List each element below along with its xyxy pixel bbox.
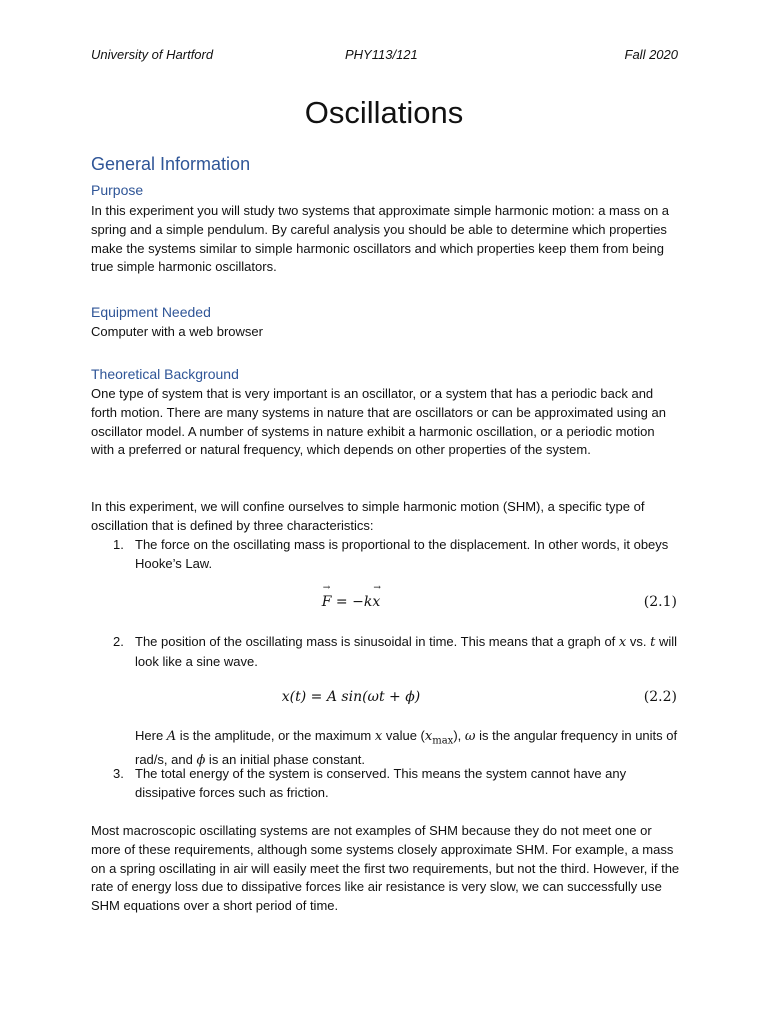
- heading-equipment: Equipment Needed: [91, 304, 211, 320]
- list-number: 2.: [113, 634, 124, 649]
- theory-paragraph-1: One type of system that is very important is an oscillator, or a system that has a periodic back and forth motion. There are many systems in nature that are oscillators or can be approximated using an oscillator model. A number of systems in nature exhibit a harmonic oscillation, or a periodic motion with a preferred or natural frequency, which depends on other properties of the system.: [91, 386, 666, 458]
- document-page: University of Hartford PHY113/121 Fall 2020 Oscillations General Information Purpose In this experiment you will study two systems that approximate simple harmonic motion: a mass on a spring and a simple pendulum. By careful analysis you should be able to determine which properties make the systems similar to simple harmonic oscillators and which properties keep them from being true simple harmonic oscillators. Equipment Needed Computer with a web browser Theoretical Background One type of system that is very important is an oscillator, or a system that has a periodic back and forth motion. There are many systems in nature that are oscillators or can be approximated using an oscillator model. A number of systems in nature exhibit a harmonic oscillation, or a periodic motion with a preferred or natural frequency, which depends on other properties of the system. In this experiment, we will confine ourselves to simple harmonic motion (SHM), a specific type of oscillation that is defined by three characteristics: 1. The force on the oscillating mass is proportional to the displacement. In other words, it obeys Hooke’s Law. F → = −kx → (2.1) 2. The position of the oscillating mass is sinusoidal in time. This means that a graph of x vs. t will look like a sine wave. x(t) = A sin(ωt + ϕ) (2.2) Here A is the amplitude, or the maximum x value $(x_{max})$, ω is the angular frequency in units of rad/s, and ϕ is an initial phase constant. 3. The total energy of the system is conserved. This means the system cannot have any dissipative forces such as friction. Most macroscopic oscillating systems are not examples of SHM because they do not meet one or more of these requirements, although some systems closely approximate SHM. For example, a mass on a spring oscillating in air will easily meet the first two requirements, but not the third. However, if the rate of energy loss due to dissipative forces like air resistance is very slow, we can successfully use SHM equations over a short period of time.: [0, 0, 768, 1024]
- list-text: The total energy of the system is conserved. This means the system cannot have any dissipative forces such as friction.: [135, 766, 627, 800]
- theory-paragraph-3: Most macroscopic oscillating systems are not examples of SHM because they do not meet one or more of these requirements, although some systems closely approximate SHM. For example, a mass on a spring oscillating in air will easily meet the first two requirements, but not the third. However, if the rate of energy loss due to dissipative forces like air resistance is very slow, we can successfully use SHM equations over a short period of time.: [91, 823, 680, 914]
- purpose-text: In this experiment you will study two systems that approximate simple harmonic motion: a mass on a spring and a simple pendulum. By careful analysis you should be able to determine which properties make the systems similar to simple harmonic oscillators and which properties keep them from being true simple harmonic oscillators.: [91, 203, 670, 275]
- heading-theoretical-background: Theoretical Background: [91, 366, 239, 382]
- equation-2-2: [91, 689, 681, 711]
- list-number: 1.: [113, 537, 124, 552]
- displacement-vector: x →: [372, 583, 381, 610]
- equation-2-1: [91, 583, 681, 616]
- equipment-text: Computer with a web browser: [91, 324, 263, 339]
- section-general-information: General Information: [91, 154, 251, 174]
- header-term: Fall 2020: [624, 47, 678, 62]
- list-number: 3.: [113, 766, 124, 781]
- page-header: [91, 47, 678, 67]
- header-course: PHY113/121: [345, 47, 418, 62]
- header-institution: University of Hartford: [91, 47, 214, 62]
- list-text: The force on the oscillating mass is proportional to the displacement. In other words, it obeys Hooke’s Law.: [135, 537, 669, 571]
- equation-number: (2.2): [643, 689, 677, 705]
- force-vector: F →: [321, 583, 332, 610]
- equation-number: (2.1): [643, 594, 677, 610]
- theory-paragraph-2: In this experiment, we will confine ourselves to simple harmonic motion (SHM), a specific type of oscillation that is defined by three characteristics:: [91, 499, 645, 533]
- equation-expression: x(t) = A sin(ωt + ϕ): [281, 689, 421, 705]
- heading-purpose: Purpose: [91, 182, 144, 198]
- page-title: Oscillations: [304, 95, 464, 130]
- equation-expression: F → = −kx →: [321, 583, 381, 610]
- list-text: The position of the oscillating mass is sinusoidal in time. This means that a graph of x vs. t will look like a sine wave.: [135, 634, 677, 669]
